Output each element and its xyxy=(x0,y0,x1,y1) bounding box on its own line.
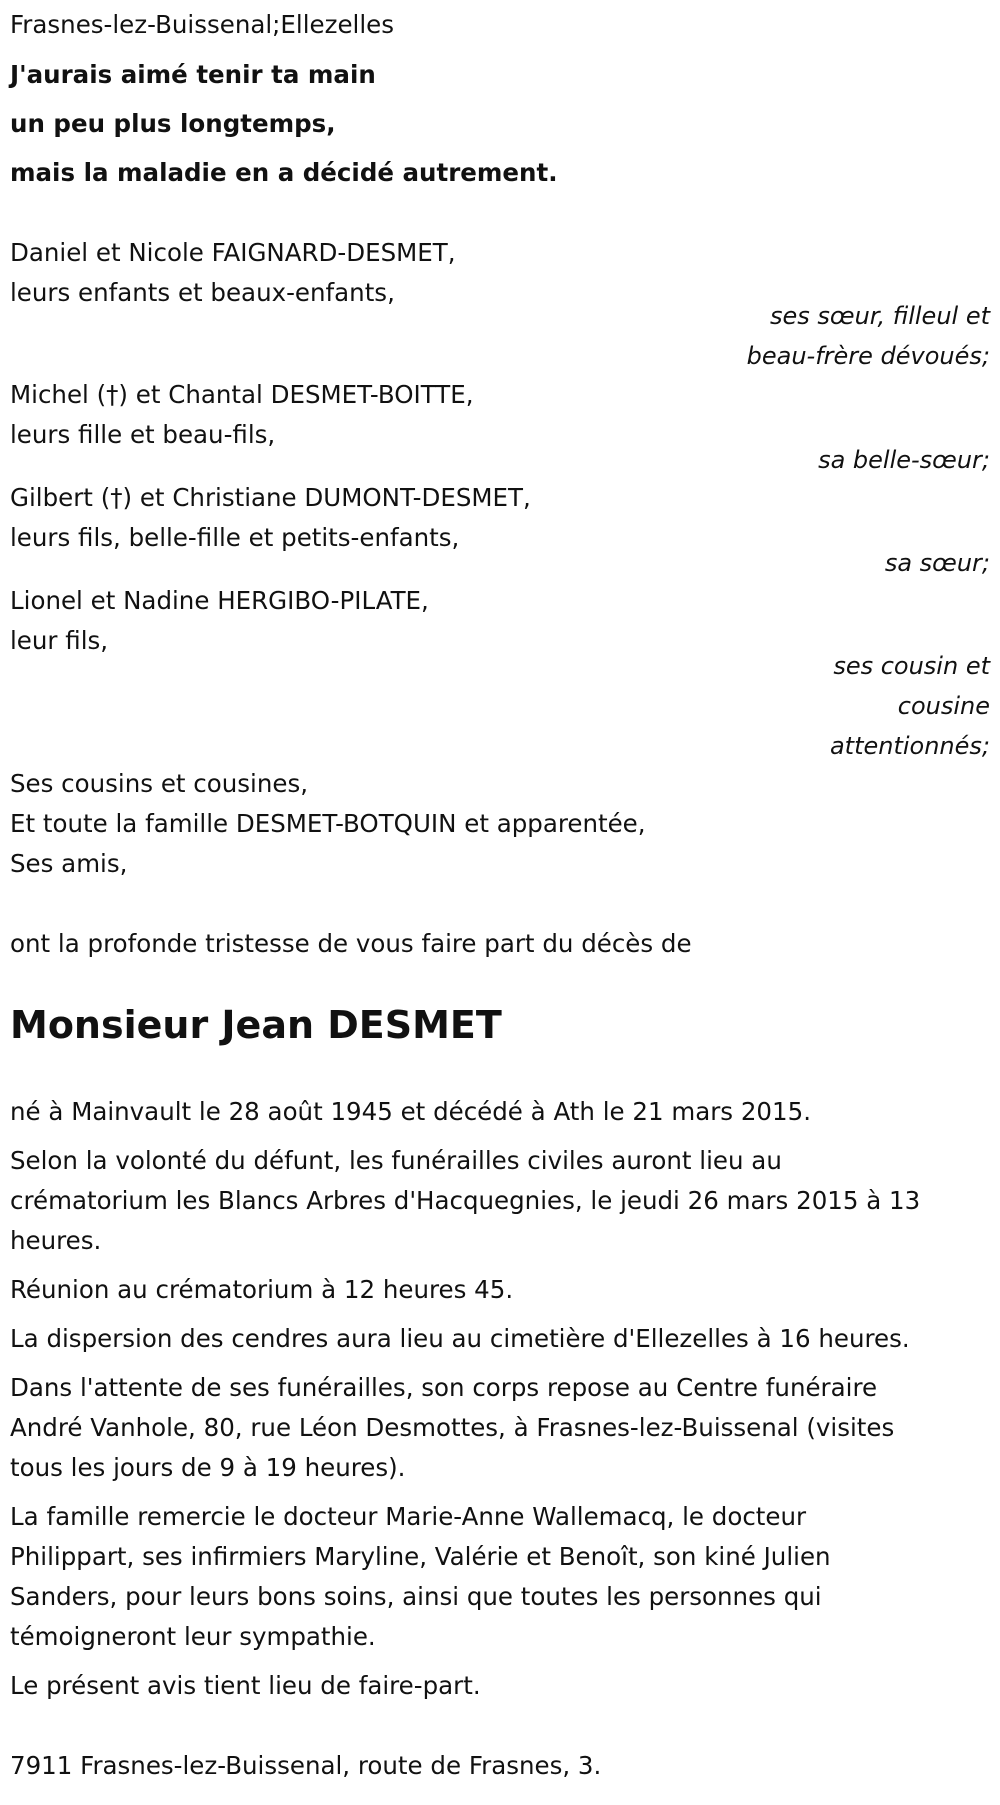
announcement: ont la profonde tristesse de vous faire part du décès de xyxy=(10,929,692,958)
family-group4-line1: Lionel et Nadine HERGIBO-PILATE, xyxy=(10,586,429,615)
funeral-line-1: Selon la volonté du défunt, les funérailles civiles auront lieu au xyxy=(10,1146,782,1175)
quote-line-3: mais la maladie en a décidé autrement. xyxy=(10,158,558,187)
family-group3-note1: sa sœur; xyxy=(884,549,990,577)
family-group3-line1: Gilbert (†) et Christiane DUMONT-DESMET, xyxy=(10,483,531,512)
quote-line-1: J'aurais aimé tenir ta main xyxy=(10,60,376,89)
repose-line-3: tous les jours de 9 à 19 heures). xyxy=(10,1453,406,1482)
reunion: Réunion au crématorium à 12 heures 45. xyxy=(10,1275,514,1304)
family-others-line2: Et toute la famille DESMET-BOTQUIN et apparentée, xyxy=(10,809,646,838)
thanks-line-4: témoigneront leur sympathie. xyxy=(10,1622,376,1651)
repose-line-1: Dans l'attente de ses funérailles, son corps repose au Centre funéraire xyxy=(10,1373,878,1402)
repose-line-2: André Vanhole, 80, rue Léon Desmottes, à Frasnes-lez-Buissenal (visites xyxy=(10,1413,895,1442)
address: 7911 Frasnes-lez-Buissenal, route de Frasnes, 3. xyxy=(10,1751,602,1780)
thanks-line-2: Philippart, ses infirmiers Maryline, Valérie et Benoît, son kiné Julien xyxy=(10,1542,831,1571)
birth-death: né à Mainvault le 28 août 1945 et décédé à Ath le 21 mars 2015. xyxy=(10,1097,811,1126)
family-group2-note1: sa belle-sœur; xyxy=(818,446,990,474)
family-group1-note1: ses sœur, filleul et xyxy=(770,302,990,330)
family-group4-note2: cousine xyxy=(897,692,990,720)
family-group1-line1: Daniel et Nicole FAIGNARD-DESMET, xyxy=(10,238,456,267)
family-group4-note3: attentionnés; xyxy=(829,732,990,760)
family-others-line3: Ses amis, xyxy=(10,849,128,878)
family-group4-line2: leur fils, xyxy=(10,626,109,655)
funeral-line-2: crématorium les Blancs Arbres d'Hacquegnies, le jeudi 26 mars 2015 à 13 xyxy=(10,1186,921,1215)
quote-line-2: un peu plus longtemps, xyxy=(10,109,336,138)
family-group2-line1: Michel (†) et Chantal DESMET-BOITTE, xyxy=(10,380,474,409)
family-others-line1: Ses cousins et cousines, xyxy=(10,769,308,798)
dispersion: La dispersion des cendres aura lieu au cimetière d'Ellezelles à 16 heures. xyxy=(10,1324,910,1353)
family-group2-line2: leurs fille et beau-fils, xyxy=(10,420,276,449)
location-header: Frasnes-lez-Buissenal;Ellezelles xyxy=(10,10,394,39)
family-group1-note2: beau-frère dévoués; xyxy=(746,342,990,370)
thanks-line-1: La famille remercie le docteur Marie-Anne Wallemacq, le docteur xyxy=(10,1502,807,1531)
thanks-line-3: Sanders, pour leurs bons soins, ainsi que toutes les personnes qui xyxy=(10,1582,822,1611)
notice: Le présent avis tient lieu de faire-part. xyxy=(10,1671,481,1700)
family-group1-line2: leurs enfants et beaux-enfants, xyxy=(10,278,395,307)
funeral-line-3: heures. xyxy=(10,1226,102,1255)
deceased-name: Monsieur Jean DESMET xyxy=(10,1003,502,1047)
family-group4-note1: ses cousin et xyxy=(833,652,990,680)
family-group3-line2: leurs fils, belle-fille et petits-enfants, xyxy=(10,523,460,552)
